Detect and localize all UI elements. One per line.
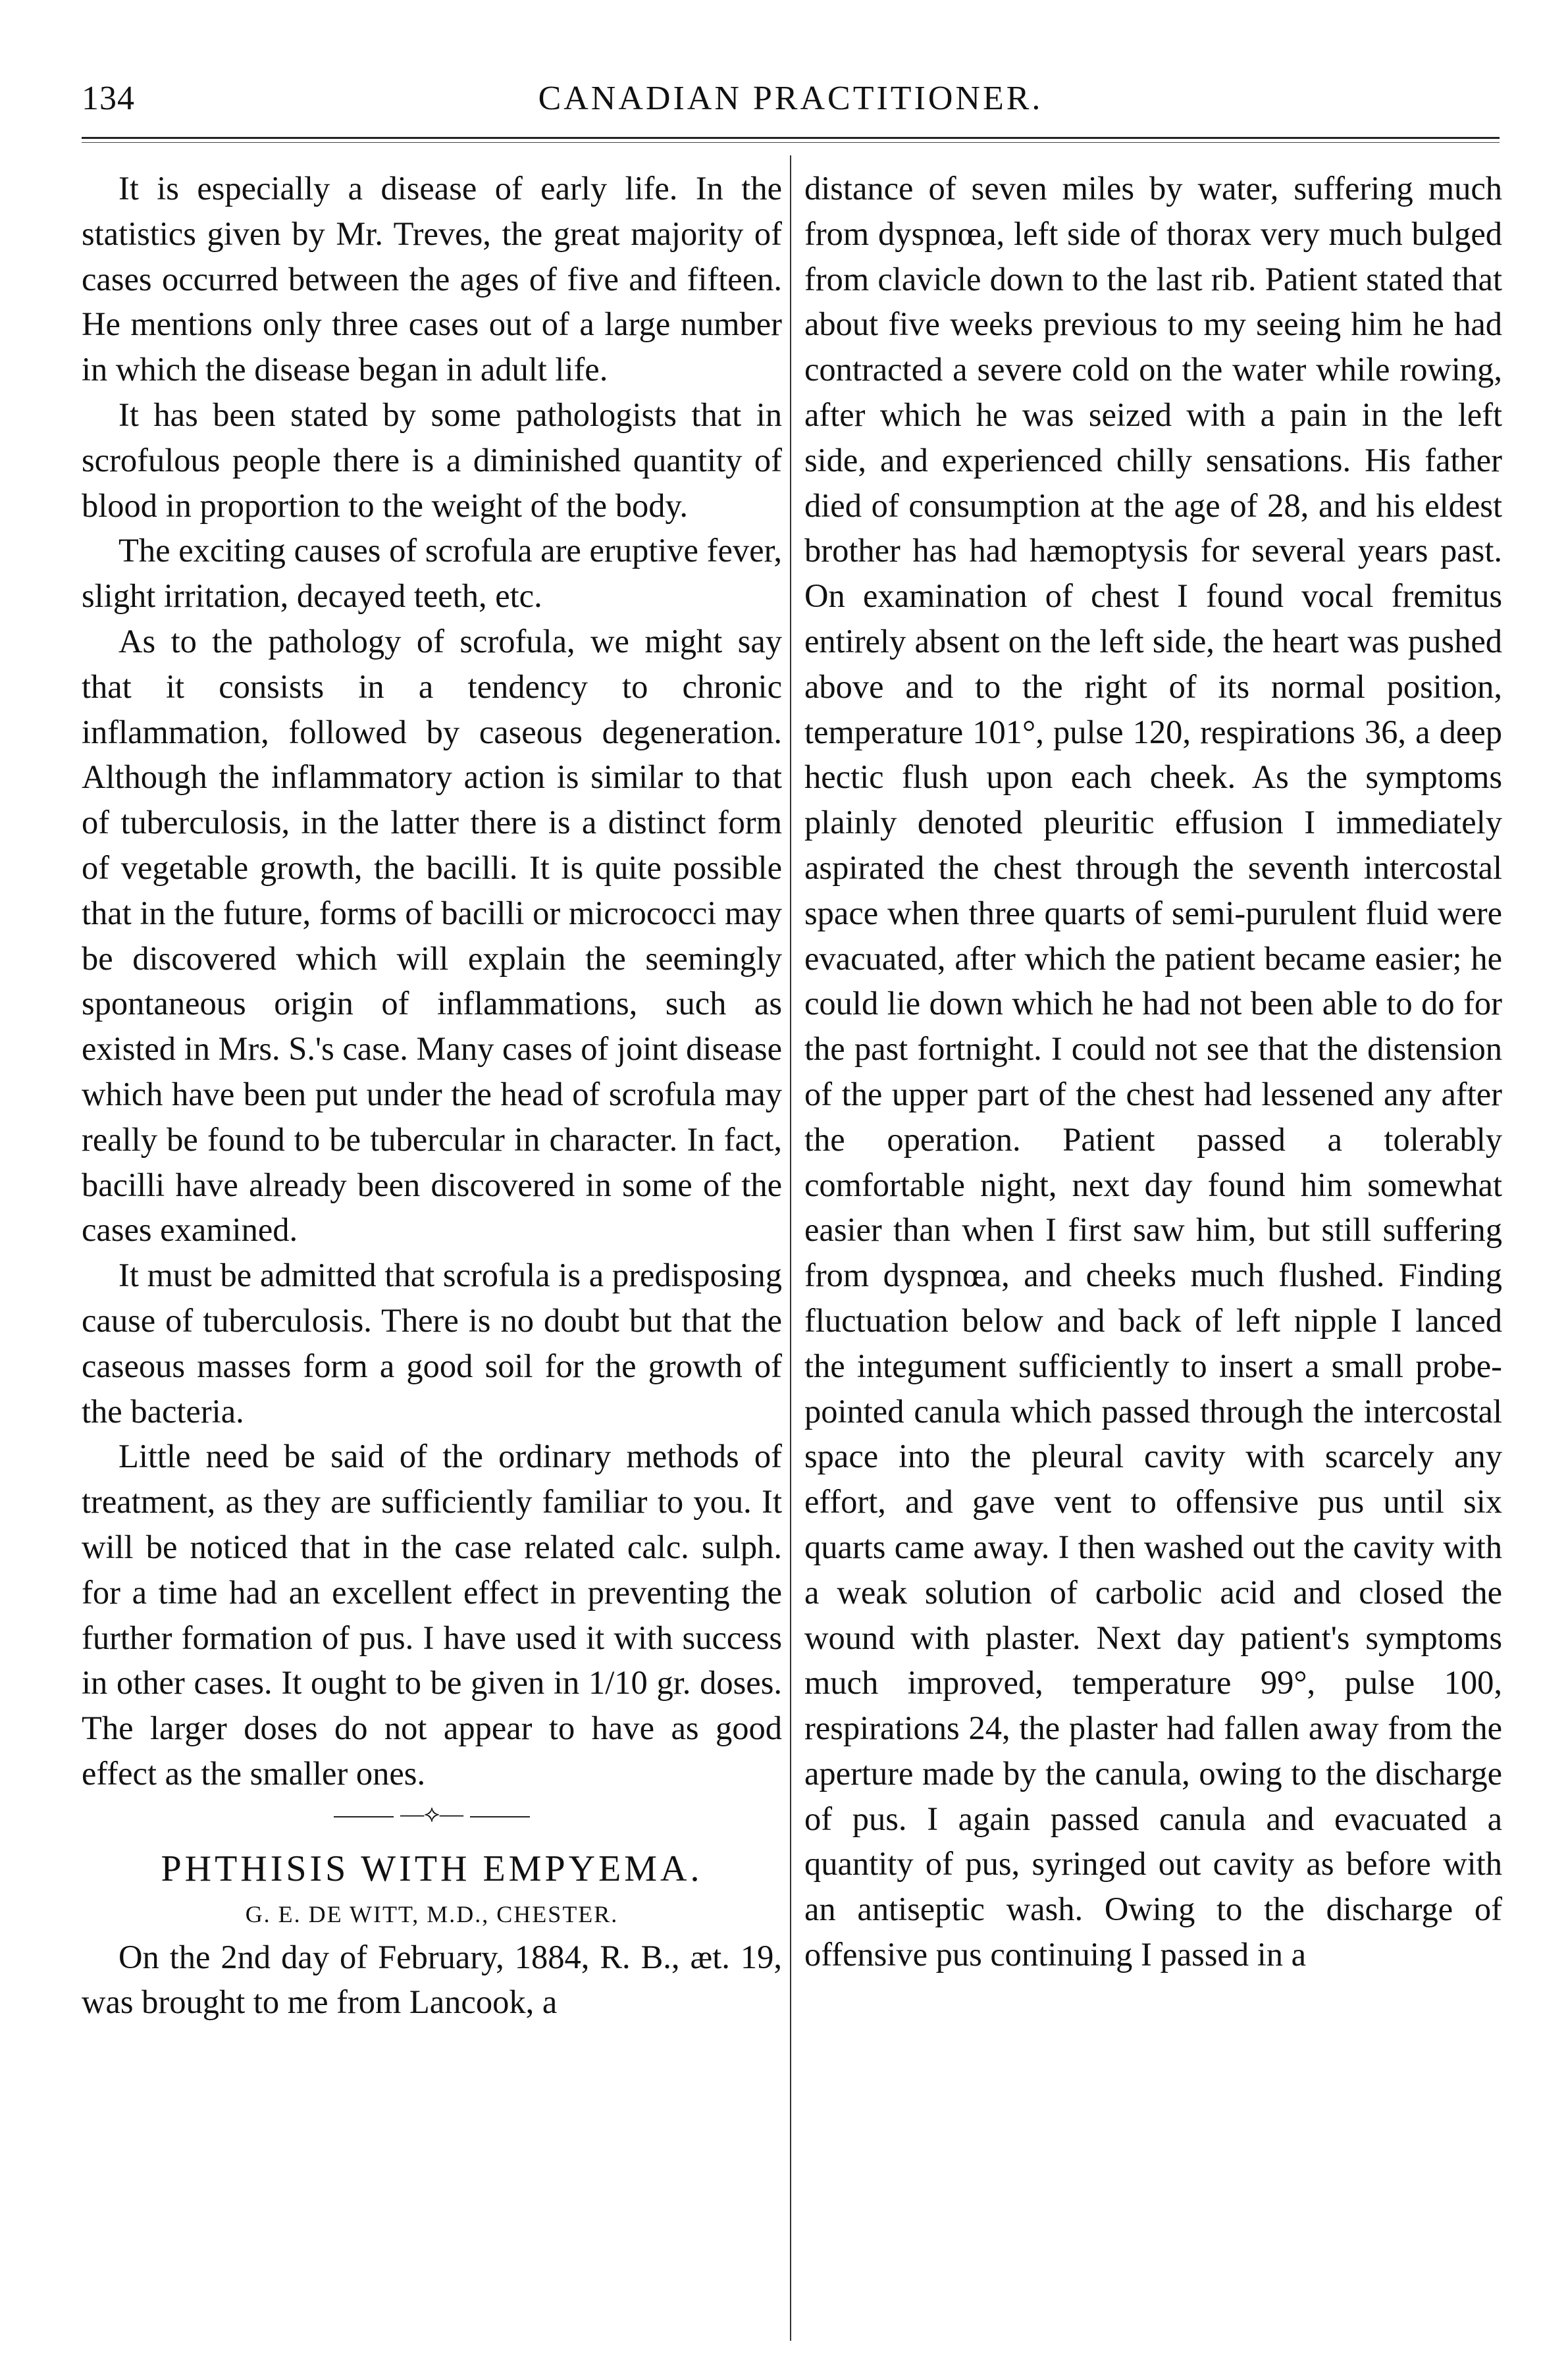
page-number: 134: [82, 80, 135, 117]
paragraph-case-opening: On the 2nd day of February, 1884, R. B., æt. 19, was brought to me from Lancook, a: [82, 1938, 782, 2021]
paragraph-treatment: Little need be said of the ordinary methods of treatment, as they are sufficiently familiar to you. It will be noticed that in the case related calc. sulph. for a time had an excellent effect in preventing the further formation of pus. I have used it with success in other cases. It ought to be given in 1/10 gr. doses. The larger doses do not appear to have as good effect as the smaller ones.: [82, 1438, 782, 1792]
paragraph-blood-quantity: It has been stated by some pathologists that in scrofulous people there is a diminished quantity of blood in proportion to the weight of the body.: [82, 396, 782, 524]
page-header: [82, 79, 1500, 132]
header-rule-thin: [82, 142, 1500, 143]
paragraph-exciting-causes: The exciting causes of scrofula are eruptive fever, slight irritation, decayed teeth, etc.: [82, 532, 782, 615]
ornament-mark: —⟡—: [394, 1800, 470, 1827]
section-ornament: [82, 1796, 782, 1839]
header-rule: [82, 137, 1500, 139]
paragraph-case-continued: distance of seven miles by water, suffering much from dyspnœa, left side of thorax very much bulged from clavicle down to the last rib. Patient stated that about five weeks previous to my seeing him he had contracted a severe cold on the water while rowing, after which he was seized with a pain in the left side, and experienced chilly sensations. His father died of consumption at the age of 28, and his eldest brother has had hæmoptysis for several years past. On examination of chest I found vocal fremitus entirely absent on the left side, the heart was pushed above and to the right of its normal position, temperature 101°, pulse 120, respirations 36, a deep hectic flush upon each cheek. As the symptoms plainly denoted pleuritic effusion I immediately aspirated the chest through the seventh intercostal space when three quarts of semi-purulent fluid were evacuated, after which the patient became easier; he could lie down which he had not been able to do for the past fortnight. I could not see that the distension of the upper part of the chest had lessened any after the operation. Patient passed a tolerably comfortable night, next day found him somewhat easier than when I first saw him, but still suffering from dyspnœa, and cheeks much flushed. Finding fluctuation below and back of left nipple I lanced the integument sufficiently to insert a small probe-pointed canula which passed through the intercostal space into the pleural cavity with scarcely any effort, and gave vent to offensive pus until six quarts came away. I then washed out the cavity with a weak solution of carbolic acid and closed the wound with plaster. Next day patient's symptoms much improved, temperature 99°, pulse 100, respirations 24, the plaster had fallen away from the aperture made by the canula, owing to the discharge of pus. I again passed canula and evacuated a quantity of pus, syringed out cavity as before with an antiseptic wash. Owing to the discharge of offensive pus continuing I passed in a: [804, 170, 1502, 1973]
left-column: [82, 166, 782, 2025]
column-divider: [790, 155, 791, 2341]
article-byline: G. E. DE WITT, M.D., CHESTER.: [245, 1900, 619, 1927]
article-title: PHTHISIS WITH EMPYEMA.: [161, 1848, 703, 1889]
paragraph-early-life: It is especially a disease of early life. In the statistics given by Mr. Treves, the great majority of cases occurred between the ages of five and fifteen. He mentions only three cases out of a large number in which the disease began in adult life.: [82, 170, 782, 388]
right-column: [804, 166, 1502, 1977]
paragraph-predisposing-cause: It must be admitted that scrofula is a predisposing cause of tuberculosis. There is no doubt but that the caseous masses form a good soil for the growth of the bacteria.: [82, 1257, 782, 1430]
running-title: CANADIAN PRACTITIONER.: [538, 80, 1043, 117]
paragraph-pathology: As to the pathology of scrofula, we might say that it consists in a tendency to chronic inflammation, followed by caseous degeneration. Although the inflammatory action is similar to that of tuberculosis, in the latter there is a distinct form of vegetable growth, the bacilli. It is quite possible that in the future, forms of bacilli or micrococci may be discovered which will explain the seemingly spontaneous origin of inflammations, such as existed in Mrs. S.'s case. Many cases of joint disease which have been put under the head of scrofula may really be found to be tubercular in character. In fact, bacilli have already been discovered in some of the cases examined.: [82, 622, 782, 1249]
